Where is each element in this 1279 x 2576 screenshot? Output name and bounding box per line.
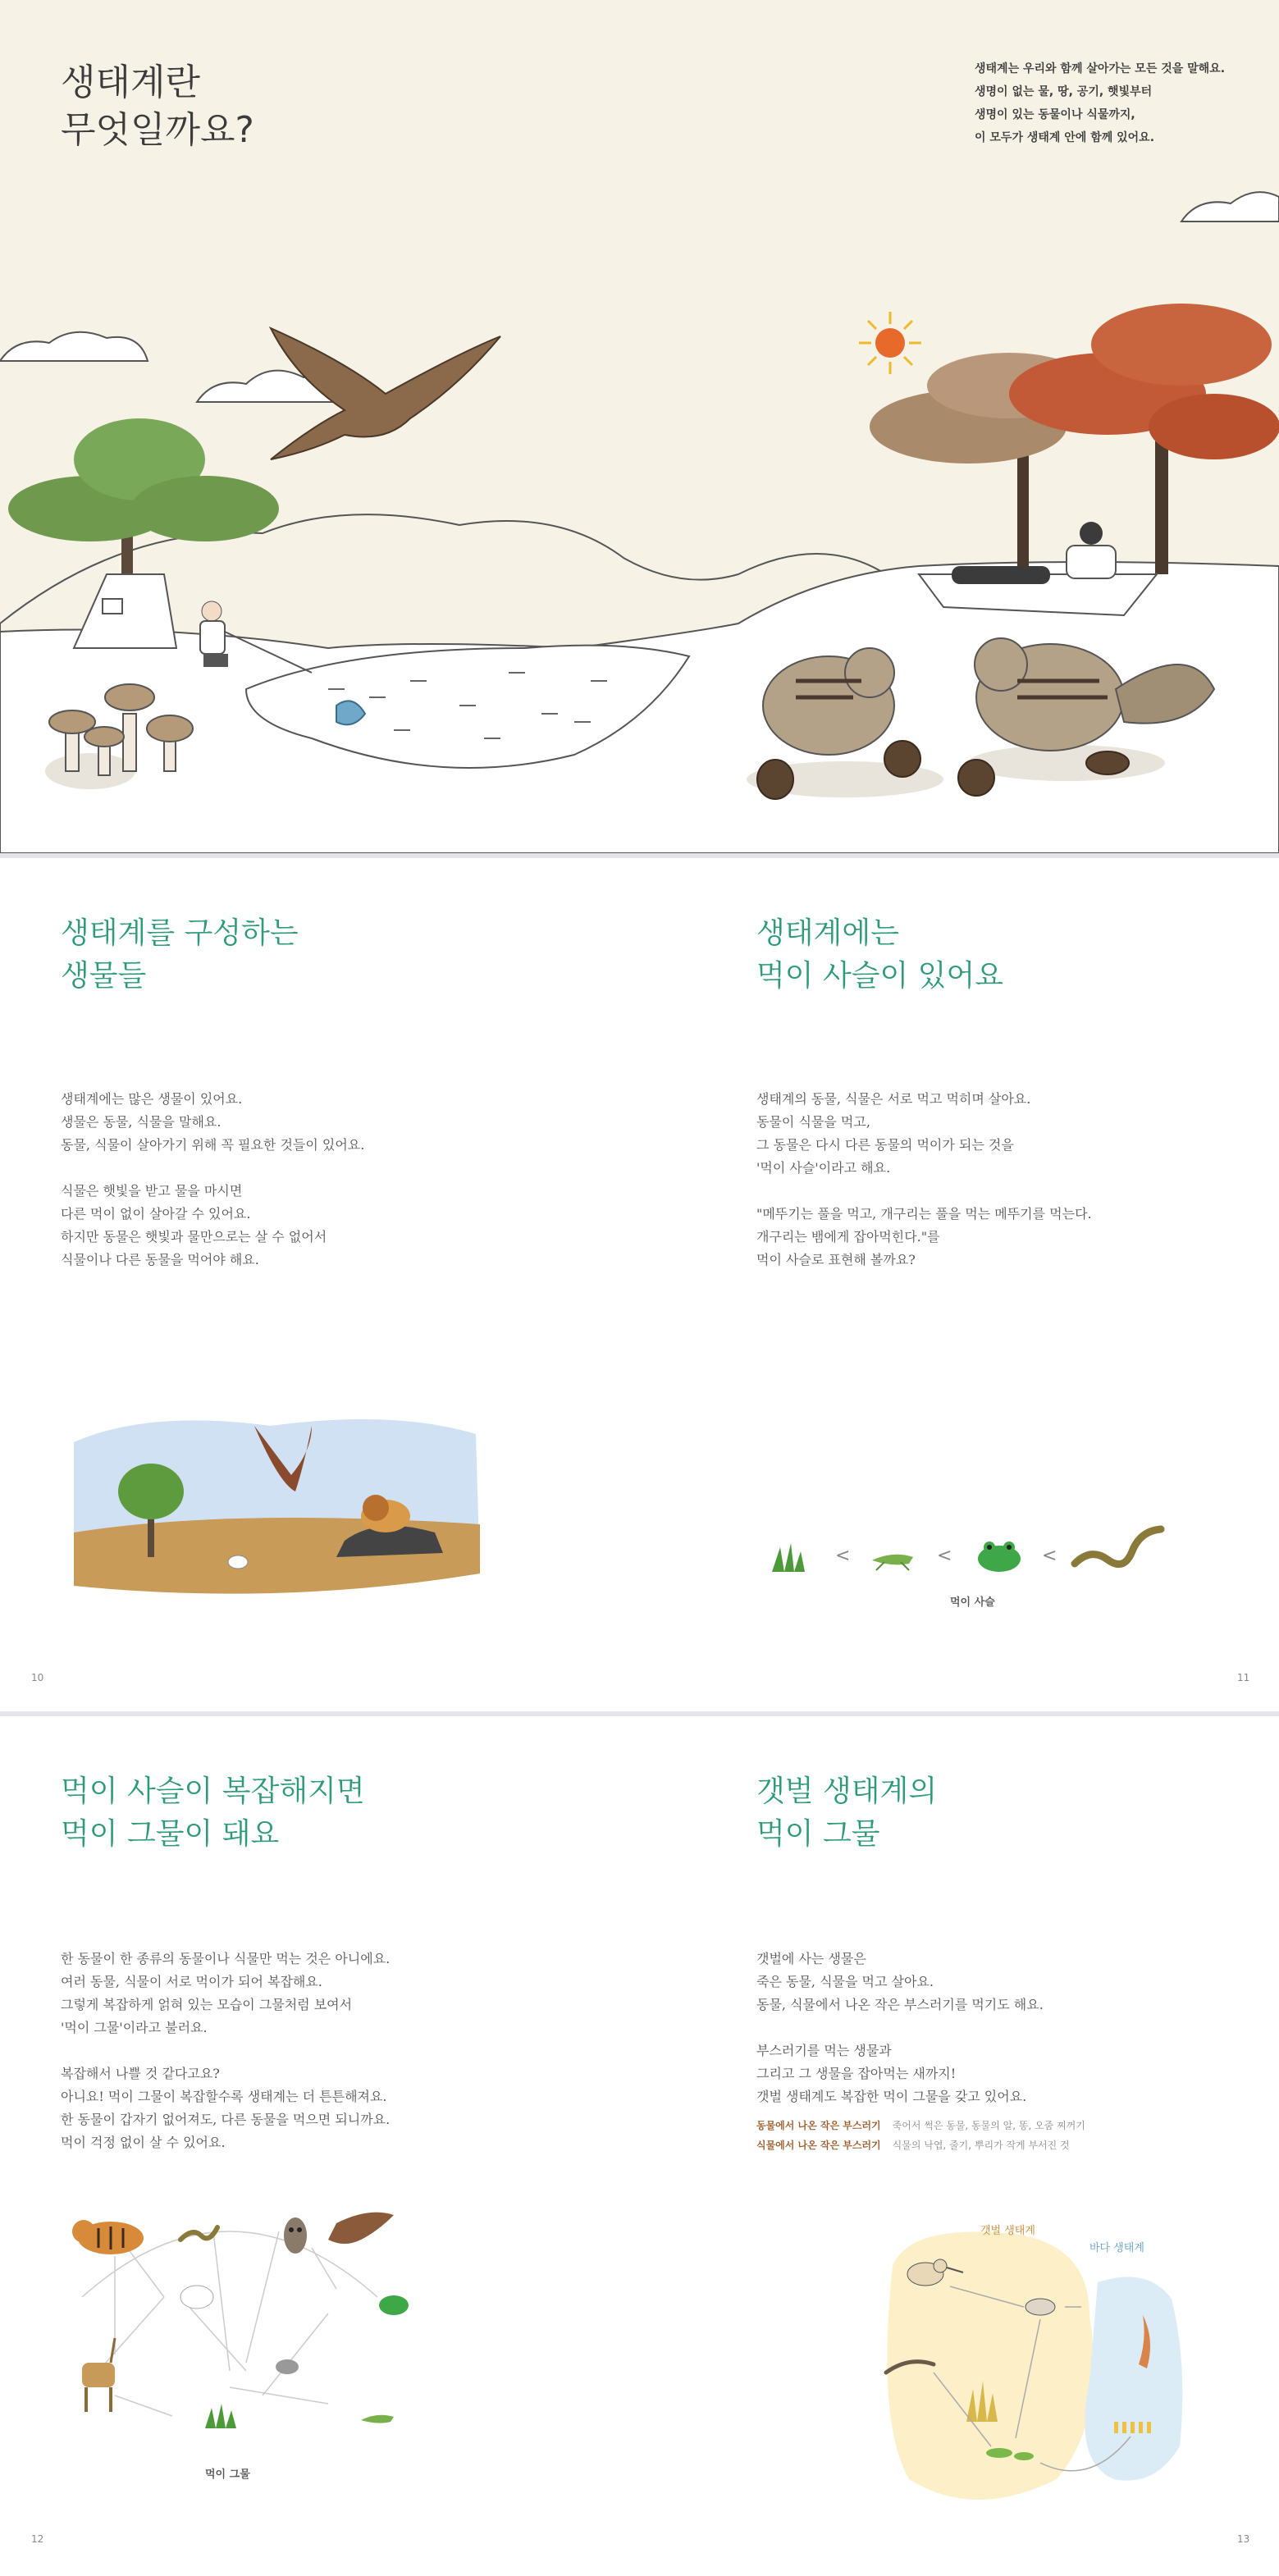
intro-title: 생태계란 무엇일까요? [61, 62, 254, 151]
mouse-icon [276, 2359, 299, 2374]
legend-term: 식물에서 나온 작은 부스러기 [756, 2140, 881, 2151]
legend-desc: 죽어서 썩은 동물, 동물의 알, 똥, 오줌 찌꺼기 [892, 2120, 1085, 2131]
intro-spread [0, 0, 1279, 853]
shell-icon [1025, 2299, 1055, 2315]
page-number-10: 10 [31, 1672, 44, 1683]
page12-body: 한 동물이 한 종류의 동물이나 식물만 먹는 것은 아니에요. 여러 동물, 식물이 서로 먹이가 되어 복잡해요. 그렇게 복잡하게 얽혀 있는 모습이 그물처럼 보여서 '먹이 그물'이라고 불러요. 복잡해서 나쁠 것 같다고요? 아니요! 먹이 그물이 복잡할수록 생태계는 더 튼튼해져요. 한 동물이 갑자기 없어져도, 다른 동물을 먹으면 되니까요. 먹이 걱정 없이 살 수 있어요. [61, 1951, 391, 2150]
deer-icon [82, 2338, 115, 2412]
legend-term: 동물에서 나온 작은 부스러기 [756, 2120, 881, 2131]
page12-title: 먹이 사슬이 복잡해지면 먹이 그물이 돼요 [61, 1774, 365, 1851]
chain-arrow: < [1042, 1546, 1057, 1566]
page11-title: 생태계에는 먹이 사슬이 있어요 [756, 916, 1004, 993]
eagle-icon [328, 2213, 394, 2244]
page13-body: 갯벌에 사는 생물은 죽은 동물, 식물을 먹고 살아요. 동물, 식물에서 나온 작은 부스러기를 먹기도 해요. 부스러기를 먹는 생물과 그리고 그 생물을 잡아먹는 새까지! 갯벌 생태계도 복잡한 먹이 그물을 갖고 있어요. [756, 1951, 1044, 2104]
intro-landscape-illustration [0, 0, 1279, 853]
food-web-diagram [66, 2199, 427, 2445]
food-chain-caption: 먹이 사슬 [950, 1596, 995, 1609]
snake-icon [180, 2227, 217, 2240]
page13-title: 갯벌 생태계의 먹이 그물 [756, 1774, 938, 1851]
rabbit-icon [180, 2286, 213, 2309]
sun-icon [859, 312, 921, 374]
legend-plant-detritus [756, 2138, 1070, 2152]
rabbit-icon [228, 1555, 248, 1569]
snake-icon [1067, 1523, 1165, 1572]
grasshopper-icon [361, 2415, 394, 2423]
page10-body: 생태계에는 많은 생물이 있어요. 생물은 동물, 식물을 말해요. 동물, 식물이 살아가기 위해 꼭 필요한 것들이 있어요. 식물은 햇빛을 받고 물을 마시면 다른 먹이 없이 살아갈 수 있어요. 하지만 동물은 햇빛과 물만으로는 살 수 없어서 식물이나 다른 동물을 먹어야 해요. [61, 1091, 365, 1267]
intro-description: 생태계는 우리와 함께 살아가는 모든 것을 말해요. 생명이 없는 물, 땅, 공기, 햇빛부터 생명이 있는 동물이나 식물까지, 이 모두가 생태계 안에 함께 있어요. [975, 62, 1226, 144]
spread-pages-12-13 [0, 1716, 1279, 2576]
tidal-ecosystem-label: 갯벌 생태계 [980, 2225, 1035, 2237]
tiger-icon [72, 2220, 144, 2254]
ecosystem-illustration [66, 1409, 484, 1606]
page-number-12: 12 [31, 2533, 44, 2545]
chain-arrow: < [937, 1546, 952, 1566]
page-number-11: 11 [1237, 1672, 1250, 1683]
page10-title: 생태계를 구성하는 생물들 [61, 916, 299, 993]
frog-icon [379, 2295, 409, 2315]
tidal-food-web-diagram [876, 2217, 1204, 2512]
grass-icon [768, 1539, 809, 1572]
chain-arrow: < [835, 1546, 851, 1566]
spread-pages-10-11 [0, 858, 1279, 1711]
food-chain [763, 1523, 1173, 1588]
frog-icon [975, 1537, 1024, 1573]
grasshopper-icon [868, 1546, 917, 1570]
legend-animal-detritus [756, 2118, 1085, 2132]
legend-desc: 식물의 낙엽, 줄기, 뿌리가 작게 부서진 것 [892, 2140, 1070, 2151]
grass-icon [205, 2404, 236, 2428]
owl-icon [284, 2217, 307, 2254]
page-number-13: 13 [1237, 2533, 1250, 2545]
food-web-caption: 먹이 그물 [205, 2469, 250, 2481]
sea-ecosystem-label: 바다 생태계 [1089, 2242, 1144, 2254]
page11-body: 생태계의 동물, 식물은 서로 먹고 먹히며 살아요. 동물이 식물을 먹고, 그 동물은 다시 다른 동물의 먹이가 되는 것을 '먹이 사슬'이라고 해요. "메뚜기는 풀을 먹고, 개구리는 풀을 먹는 메뚜기를 먹는다. 개구리는 뱀에게 잡아먹힌다."를 먹이 사슬로 표현해 볼까요? [756, 1091, 1092, 1267]
